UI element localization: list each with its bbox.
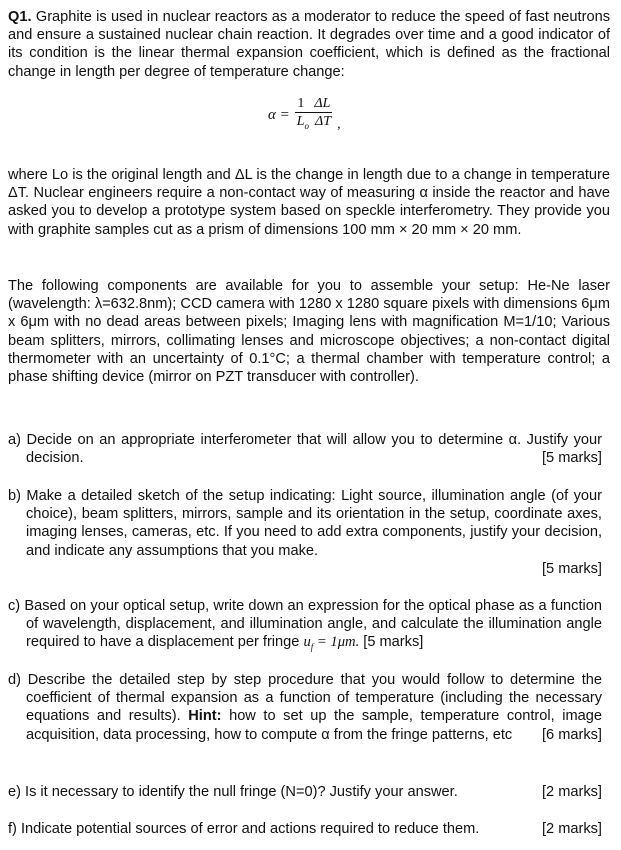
part-b-text: b) Make a detailed sketch of the setup indicating: Light source, illumination angle (of your choice), beam splitters, mirrors, sample and its orientation in the setup, coordinate axes, imaging lenses, cameras, etc. If you need to add extra components, justify your decision, and indicate any assumptions that you make.	[8, 488, 602, 559]
part-a	[8, 431, 602, 468]
part-c-text-main: c) Based on your optical setup, write down an expression for the optical phase as a function of wavelength, displacement, and illumination angle, and calculate the illumination angle required to have a displacement per fringe	[8, 598, 602, 651]
denominator-delta-t: ΔT	[315, 114, 332, 129]
question-label: Q1.	[8, 9, 32, 25]
part-e-text: e) Is it necessary to identify the null fringe (N=0)? Justify your answer.	[8, 784, 458, 800]
formula-denominator	[295, 113, 333, 135]
formula-fraction	[295, 96, 333, 135]
formula-numerator	[295, 96, 332, 113]
numerator-one: 1	[297, 96, 305, 111]
part-c-math: $u_f = 1\mu m$.	[303, 634, 360, 653]
numerator-delta-l: ΔL	[314, 96, 331, 111]
part-d-marks: [6 marks]	[541, 726, 602, 743]
part-f-marks: [2 marks]	[541, 821, 602, 837]
intro-text: Graphite is used in nuclear reactors as a moderator to reduce the speed of fast neutrons and ensure a sustained nuclear chain reaction. It degrades over time and a good indicator of its condition is the linear thermal expansion coefficient, which is defined as the fractional change in length per degree of temperature change:	[8, 9, 610, 80]
formula-lhs: α =	[268, 107, 290, 124]
part-d-text-main: d) Describe the detailed step by step procedure that you would follow to determine the coefficient of thermal expansion as a function of temperature (including the necessary equations and results).	[8, 672, 602, 725]
part-a-text: a) Decide on an appropriate interferometer that will allow you to determine α. Justify your decision.	[8, 432, 602, 467]
part-c	[8, 597, 602, 657]
part-e-marks: [2 marks]	[541, 784, 602, 800]
part-d	[8, 671, 602, 744]
part-f-text: f) Indicate potential sources of error and actions required to reduce them.	[8, 821, 480, 837]
formula-comma: ,	[337, 117, 341, 133]
components-paragraph: The following components are available for you to assemble your setup: He-Ne laser (wavelength: λ=632.8nm); CCD camera with 1280 x 1280 square pixels with dimensions 6μm x 6μm with no dead areas between pixels; Imaging lens with magnification M=1/10; Various beam splitters, mirrors, collimating lenses and microscope objectives; a non-contact digital thermometer with an uncertainty of 0.1°C; a thermal chamber with temperature control; a phase shifting device (mirror on PZT transducer with controller).	[8, 278, 610, 386]
part-b-marks: [5 marks]	[541, 560, 602, 577]
alpha-formula	[268, 96, 341, 135]
part-c-marks: [5 marks]	[363, 634, 424, 651]
part-d-text-rest: how to set up the sample, temperature control, image acquisition, data processing, how to compute α from the fringe patterns, etc	[26, 708, 602, 743]
part-c-text	[8, 597, 602, 657]
where-paragraph: where Lo is the original length and ΔL is the change in length due to a change in temperature ΔT. Nuclear engineers require a non-contact way of measuring α inside the reactor and have asked you to develop a prototype system based on speckle interferometry. They provide you with graphite samples cut as a prism of dimensions 100 mm × 20 mm × 20 mm.	[8, 167, 610, 238]
question-intro	[8, 8, 610, 81]
denominator-l0: $L_o$	[296, 114, 310, 131]
part-f	[8, 820, 602, 838]
part-e	[8, 783, 602, 801]
part-b	[8, 487, 602, 578]
part-a-marks: [5 marks]	[541, 450, 602, 467]
part-d-hint-label: Hint:	[188, 708, 222, 725]
